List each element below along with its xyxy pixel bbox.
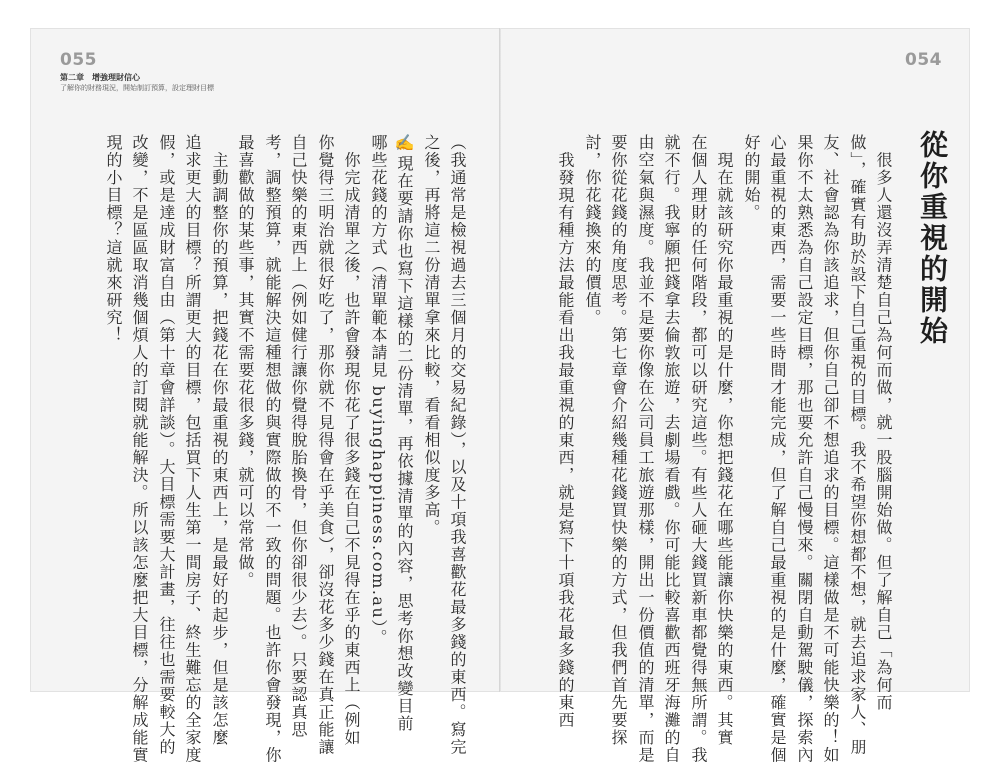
right-text-column: 心最重視的東西，需要一些時間才能完成，但了解自己最重視的是什麼，確實是個 [768,134,787,764]
left-text-column: 主動調整你的預算，把錢花在你最重視的東西上，是最好的起步，但是該怎麼 [210,134,229,747]
right-text-column: 就不行。我寧願把錢拿去倫敦旅遊，去劇場看戲。你可能比較喜歡西班牙海灘的自 [662,134,681,764]
right-text-column: 友、社會認為你該追求，但你自己卻不想追求的目標。這樣做是不可能快樂的！如 [821,134,840,764]
right-text-column: 討，你花錢換來的價值。 [583,134,602,327]
page-number-left: 055 [60,50,97,70]
page-number-right: 054 [905,50,942,70]
chapter-label: 第二章 增強理財信心 [60,73,140,82]
right-text-column: 由空氣與濕度。我並不是要你像在公司員工旅遊那樣，開出一份價值的清單，而是 [636,134,655,764]
left-text-column: 考，調整預算，就能解決這種想做的與實際做的不一致的問題。也許你會發現，你 [263,134,282,764]
right-text-column: 很多人還沒弄清楚自己為何而做，就一股腦開始做。但了解自己「為何而 [874,134,893,712]
right-text-column: 現在就該研究你最重視的是什麼，你想把錢花在哪些能讓你快樂的東西。其實 [715,134,734,747]
left-text-column: 最喜歡做的某些事，其實不需要花很多錢，就可以常常做。 [236,134,255,589]
chapter-subtitle: 了解你的財務現況，開始制訂預算，設定理財目標 [60,84,214,92]
left-text-column: 你完成清單之後，也許會發現你花了很多錢在自己不見得在乎的東西上（例如 [342,134,361,747]
left-text-column: 自己快樂的東西上（例如健行讓你覺得脫胎換骨，但你卻很少去）。只要認真思 [289,134,308,739]
right-text-column: 做」，確實有助於設下自己重視的目標。我不希望你想都不想，就去追求家人、朋 [848,134,867,756]
running-head [60,72,214,94]
right-text-column: 要你從花錢的角度思考。第七章會介紹幾種花錢買快樂的方式，但我們首先要探 [609,134,628,747]
right-text-column: 果你不太熟悉為自己設定目標，那也要允許自己慢慢來。關閉自動駕駛儀，探索內 [795,134,814,764]
left-text-column: 假，或是達成財富自由（第十章會詳談）。大目標需要大計畫，往往也需要較大的 [157,134,176,756]
right-text-column: 我發現有種方法最能看出我最重視的東西，就是寫下十項我花最多錢的東西 [556,134,575,729]
left-text-column: ✍現在要請你也寫下這樣的二份清單，再依據清單的內容，思考你想改變目前 [395,134,414,733]
left-text-column: （我通常是檢視過去三個月的交易紀錄），以及十項我喜歡花最多錢的東西。寫完 [448,134,467,756]
left-text-column: 哪些花錢的方式（清單範本請見 buyinghappiness.com.au）。 [369,134,388,647]
right-text-column: 好的開始。 [742,134,761,222]
right-text-column: 在個人理財的任何階段，都可以研究這些。有些人砸大錢買新車都覺得無所謂。我 [689,134,708,764]
left-text-column: 之後，再將這二份清單拿來比較，看看相似度多高。 [422,134,441,537]
left-text-column: 你覺得三明治就很好吃了，那你就不見得會在乎美食），卻沒花多少錢在真正能讓 [316,134,335,756]
left-text-column: 改變，不是區區取消幾個煩人的訂閱就能解決。所以該怎麼把大目標，分解成能實 [130,134,149,764]
left-text-column: 現的小目標？這就來研究！ [104,134,123,344]
section-heading: 從你重視的開始 [916,130,949,347]
left-text-column: 追求更大的目標？所謂更大的目標，包括買下人生第一間房子、終生難忘的全家度 [183,134,202,764]
book-spine [499,28,501,692]
